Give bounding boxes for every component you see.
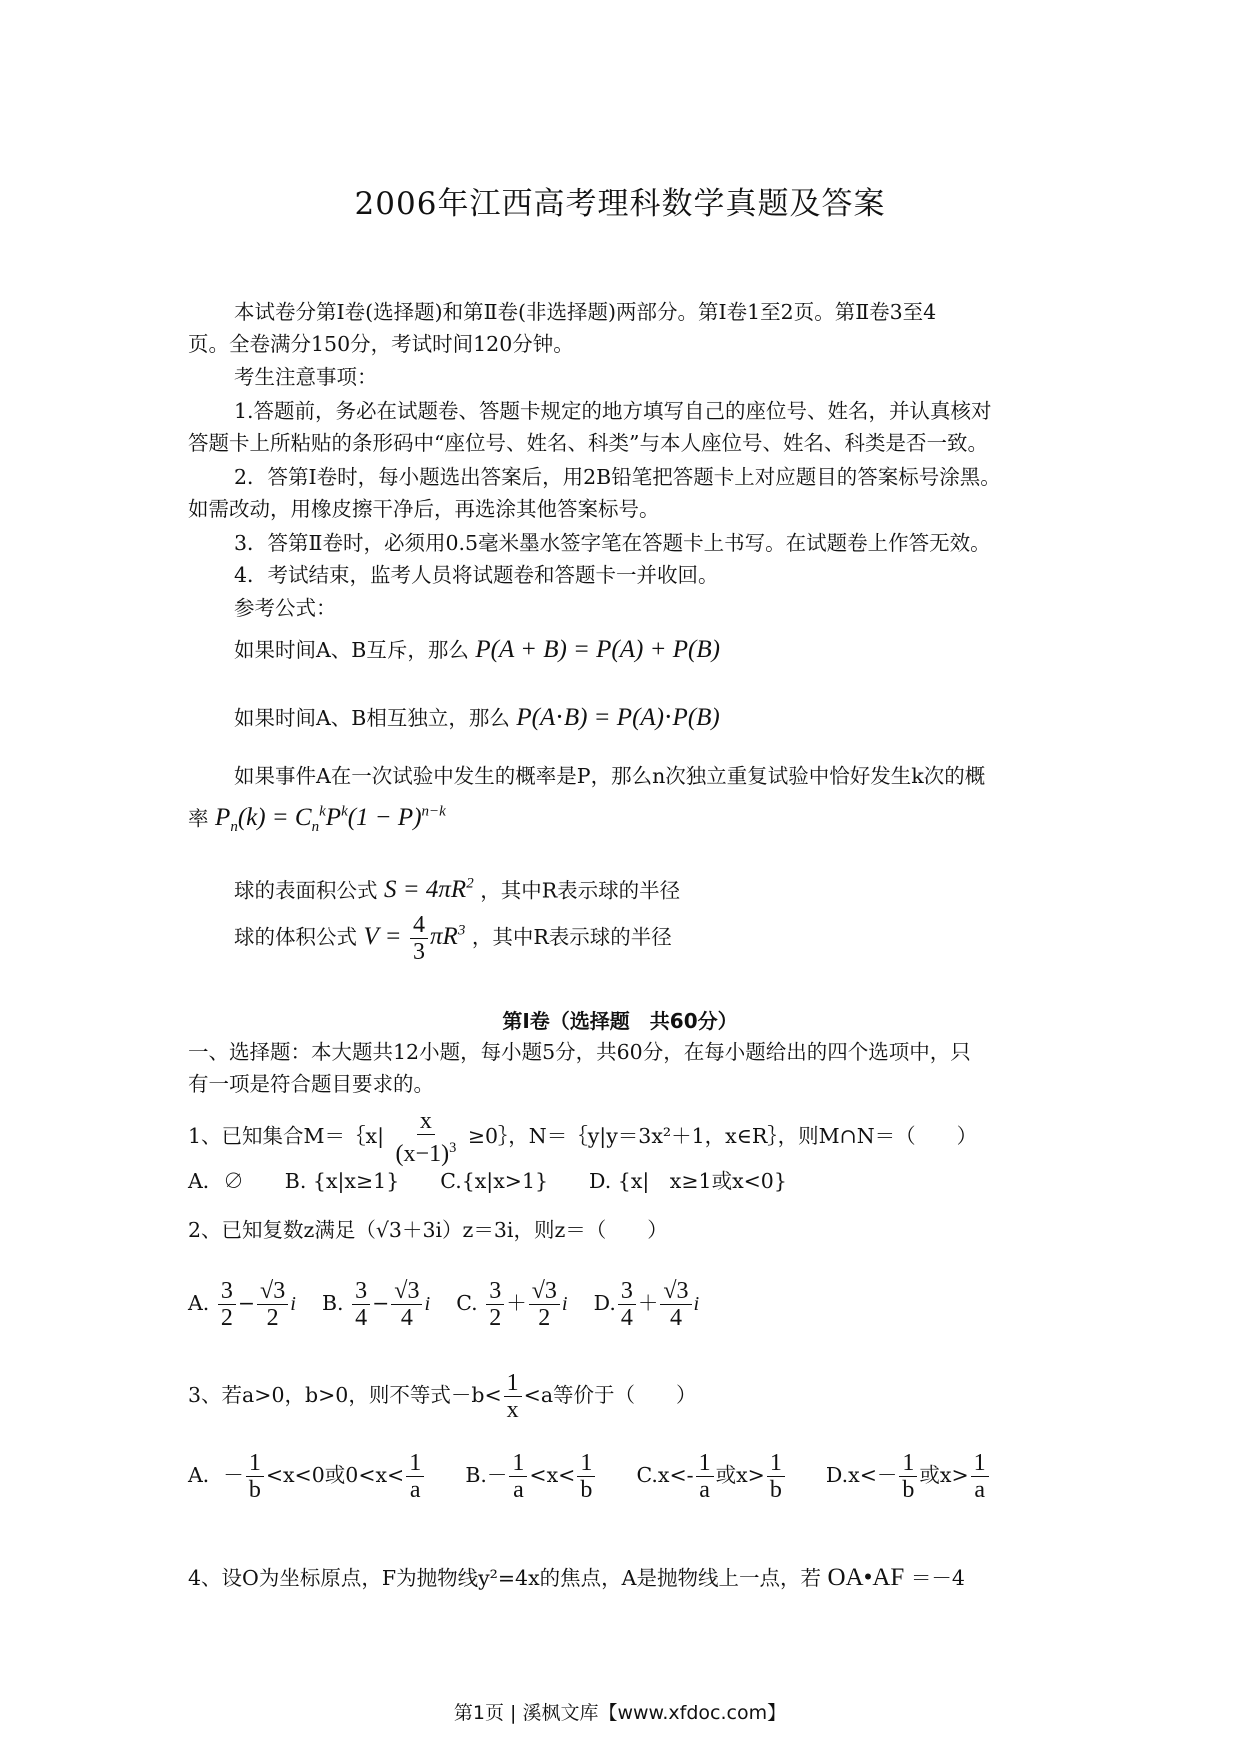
formula-sphere-area-text: 球的表面积公式	[234, 878, 378, 903]
question-2-options: A. $\frac{3}{2}$ − $\frac{√3}{2}$ i B. $\frac{3}{4}$ − $\frac{√3}{4}$ i C. $\frac{3}{2}$ ＋ $\frac{√3}{2}$ i D. $\frac{3}{4}$ ＋ $\frac{√3}{4}$ i	[188, 1278, 700, 1331]
formula-exclusive	[234, 634, 720, 666]
formula-exclusive-text: 如果时间A、B互斥，那么	[234, 638, 469, 662]
formula-sphere-volume-rhs: $\pi R^3$	[430, 922, 466, 950]
notice-1-line-1: 1.答题前，务必在试题卷、答题卡规定的地方填写自己的座位号、姓名，并认真核对	[234, 399, 992, 423]
reference-title: 参考公式：	[234, 596, 337, 620]
notice-4: 4．考试结束，监考人员将试题卷和答题卡一并收回。	[234, 563, 719, 587]
question-4-tail: ＝－4	[910, 1566, 965, 1590]
formula-sphere-area-tail: ，其中R表示球的半径	[480, 878, 681, 903]
page-title: 2006年江西高考理科数学真题及答案	[354, 186, 886, 222]
question-4-stem-text: 4、设O为坐标原点，F为抛物线y²=4x的焦点，A是抛物线上一点，若	[188, 1566, 821, 1590]
formula-sphere-area	[234, 868, 680, 906]
formula-sphere-volume-text: 球的体积公式	[234, 925, 357, 949]
question-2-stem: 2、已知复数z满足（√3＋3i）z＝3i，则z＝（ ）	[188, 1218, 668, 1242]
notice-1-line-2: 答题卡上所粘贴的条形码中“座位号、姓名、科类”与本人座位号、姓名、科类是否一致。	[188, 431, 988, 455]
question-1-stem-b: ≥0｝，N＝｛y|y＝3x²＋1，x∈R｝，则M∩N＝（ ）	[467, 1124, 978, 1148]
formula-sphere-volume-tail: ，其中R表示球的半径	[471, 925, 672, 949]
notice-title: 考生注意事项：	[234, 365, 378, 389]
notice-2-line-1: 2．答第Ⅰ卷时，每小题选出答案后，用2B铅笔把答题卡上对应题目的答案标号涂黑。	[234, 465, 1001, 489]
question-4-vector: OA•AF	[827, 1564, 905, 1591]
formula-binomial-line-2	[188, 796, 446, 843]
question-4-stem	[188, 1562, 965, 1594]
formula-sphere-volume-lhs: V =	[363, 923, 402, 950]
formula-exclusive-math: P(A + B) = P(A) + P(B)	[475, 636, 720, 663]
formula-binomial-prefix: 率	[188, 806, 209, 831]
formula-independent-text: 如果时间A、B相互独立，那么	[234, 706, 510, 730]
notice-3: 3．答第Ⅱ卷时，必须用0.5毫米墨水签字笔在答题卡上书写。在试题卷上作答无效。	[234, 531, 991, 555]
question-1-stem	[188, 1108, 977, 1167]
question-1-options: A．∅ B. {x|x≥1} C.{x|x>1} D. {x| x≥1或x<0}	[188, 1169, 787, 1193]
formula-sphere-area-math: $S = 4\pi R^2$	[384, 876, 474, 904]
question-1-stem-a: 1、已知集合M＝｛x|	[188, 1124, 385, 1148]
section-intro-line-2: 有一项是符合题目要求的。	[188, 1072, 434, 1096]
section-intro-line-1: 一、选择题：本大题共12小题，每小题5分，共60分，在每小题给出的四个选项中，只	[188, 1040, 971, 1064]
fraction-4-3: $\frac{4}{3}$	[410, 912, 428, 965]
intro-line-1: 本试卷分第Ⅰ卷(选择题)和第Ⅱ卷(非选择题)两部分。第Ⅰ卷1至2页。第Ⅱ卷3至4	[234, 300, 937, 324]
formula-independent-math: P(A⋅B) = P(A)⋅P(B)	[516, 704, 720, 731]
question-3-stem	[188, 1370, 697, 1423]
page-footer: 第1页 | 溪枫文库【www.xfdoc.com】	[453, 1702, 787, 1724]
intro-line-2: 页。全卷满分150分，考试时间120分钟。	[188, 332, 574, 356]
fraction-x-over-x-minus-1-cubed: $\frac{x}{(x-1)^3}$	[395, 1108, 457, 1167]
question-3-stem-a: 3、若a>0，b>0，则不等式－b<	[188, 1383, 502, 1407]
fraction-1-over-x: $\frac{1}{x}$	[504, 1370, 522, 1423]
formula-independent	[234, 702, 720, 734]
formula-binomial-line-1: 如果事件A在一次试验中发生的概率是P，那么n次独立重复试验中恰好发生k次的概	[234, 764, 986, 788]
question-3-options: A．－ $\frac{1}{b}$ <x<0或0<x< $\frac{1}{a}$ B.－ $\frac{1}{a}$ <x< $\frac{1}{b}$ C.x<- $\frac{1}{a}$ 或x> $\frac{1}{b}$ D.x<－ $\frac{1}{b}$ 或x> $\frac{1}{a}$	[188, 1450, 991, 1503]
formula-binomial-math: $P_n(k) = C_n^kP^k(1 - P)^{n-k}$	[215, 804, 446, 836]
question-3-stem-b: <a等价于（ ）	[523, 1383, 697, 1407]
formula-sphere-volume	[234, 912, 672, 965]
notice-2-line-2: 如需改动，用橡皮擦干净后，再选涂其他答案标号。	[188, 497, 660, 521]
section-title: 第Ⅰ卷（选择题 共60分）	[502, 1009, 738, 1033]
